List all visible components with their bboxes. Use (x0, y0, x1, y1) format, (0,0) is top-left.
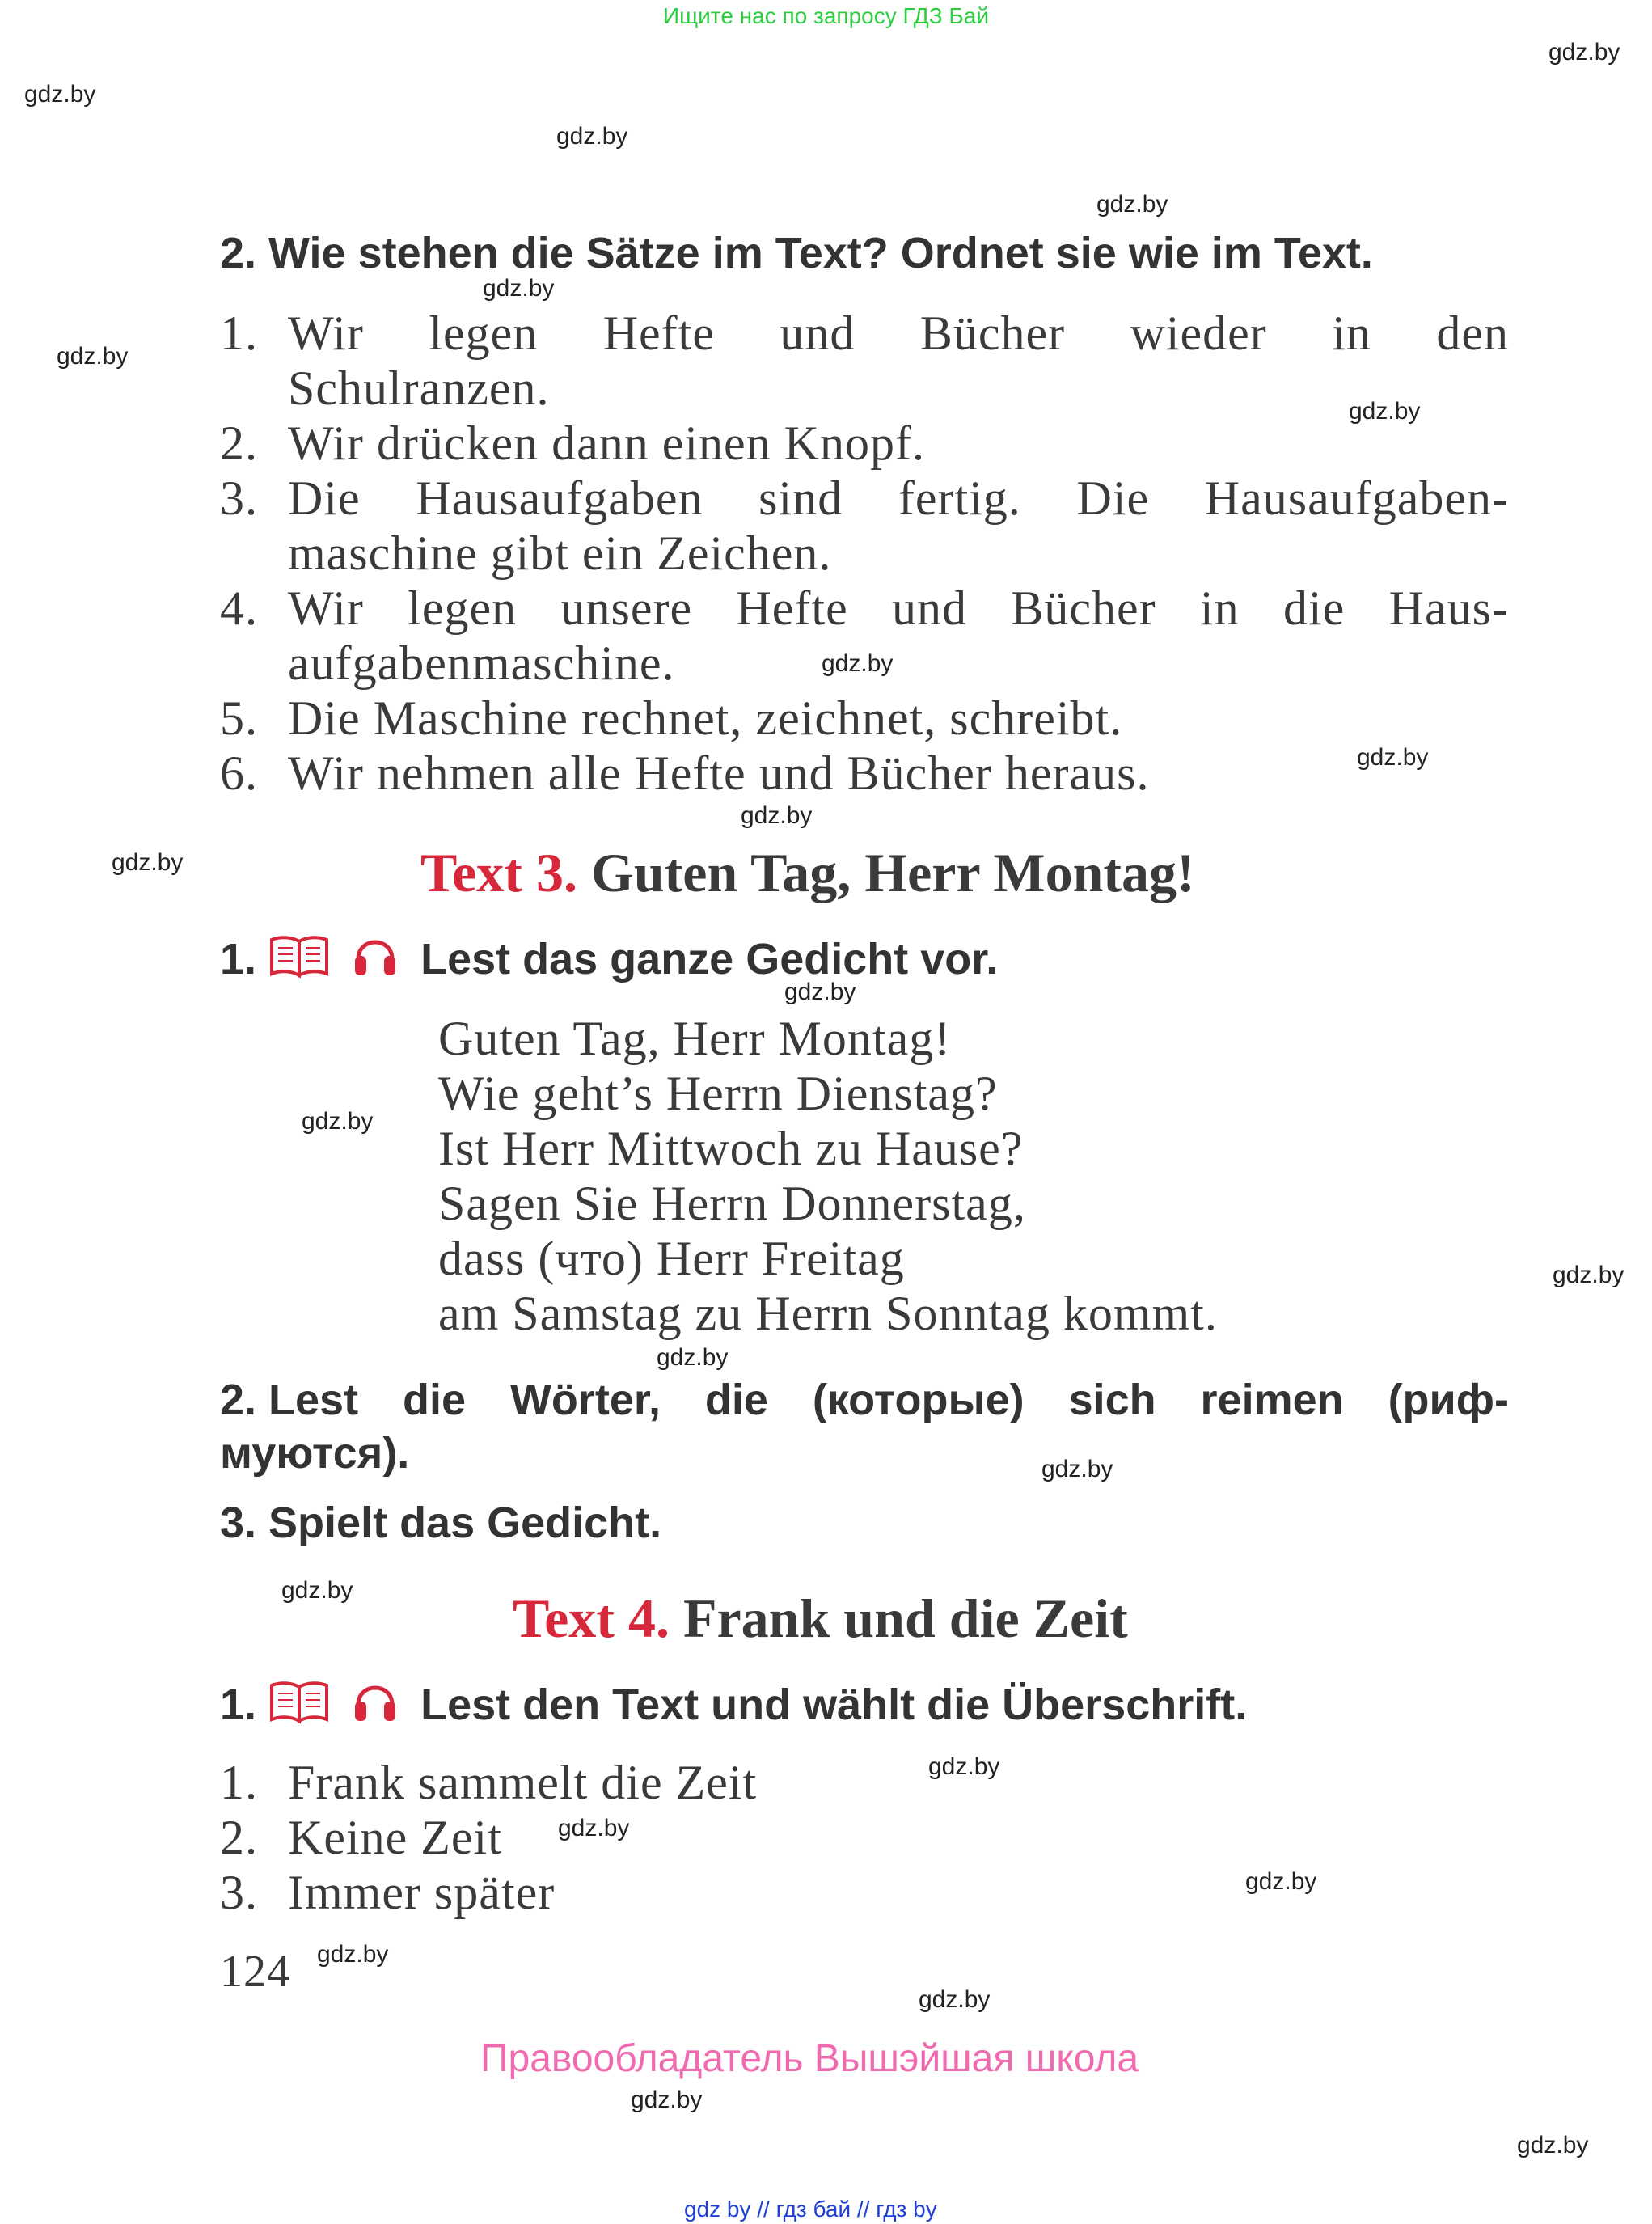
headline-number: 1. (220, 1756, 258, 1809)
watermark: gdz.by (1548, 39, 1620, 66)
sentence-number: 6. (220, 746, 258, 800)
poem-line: Ist Herr Mittwoch zu Hause? (438, 1122, 1024, 1175)
text3-heading (420, 841, 1195, 905)
word: legen (429, 307, 539, 360)
text3-task1 (220, 930, 998, 989)
watermark: gdz.by (317, 1941, 389, 1968)
task-text: Lest den Text und wählt die Überschrift. (420, 1681, 1248, 1729)
watermark: gdz.by (302, 1108, 374, 1135)
task2-title: 2. Wie stehen die Sätze im Text? Ordnet sie wie im Text. (220, 229, 1373, 277)
text4-heading (513, 1587, 1128, 1651)
watermark: gdz.by (919, 1986, 991, 2013)
task-text: Lest das ganze Gedicht vor. (420, 935, 999, 983)
poem-line: Guten Tag, Herr Montag! (438, 1012, 952, 1065)
sentence-text: Wir nehmen alle Hefte und Bücher heraus. (288, 746, 1150, 800)
word: und (892, 581, 968, 635)
watermark: gdz.by (631, 2087, 703, 2113)
headline-number: 2. (220, 1811, 258, 1864)
text3-title: Guten Tag, Herr Montag! (590, 842, 1195, 903)
word: die (704, 1376, 768, 1424)
watermark: gdz.by (24, 81, 96, 108)
word: wieder (1130, 307, 1267, 360)
watermark: gdz.by (112, 849, 184, 876)
poem-line: Sagen Sie Herrn Donnerstag, (438, 1177, 1026, 1230)
book-icon (268, 1679, 330, 1735)
headline-text: Immer später (288, 1866, 556, 1919)
sentence-3-line (288, 471, 1509, 526)
text3-task2 (220, 1375, 1509, 1425)
text4-title: Frank und die Zeit (682, 1588, 1128, 1649)
headline-2 (220, 1810, 502, 1866)
watermark: gdz.by (1553, 1262, 1625, 1288)
text4-task1 (220, 1676, 1247, 1735)
task-number: 1. (220, 1681, 257, 1729)
poem-line: Wie geht’s Herrn Dienstag? (438, 1067, 998, 1120)
poem-line: dass (что) Herr Freitag (438, 1232, 905, 1285)
headline-number: 3. (220, 1866, 258, 1919)
watermark: gdz.by (57, 343, 129, 370)
headphones-icon (352, 1676, 399, 1735)
headline-text: Keine Zeit (288, 1811, 502, 1864)
sentence-number: 2. (220, 416, 258, 470)
text4-label: Text 4. (513, 1588, 670, 1649)
word: Wir (288, 581, 364, 635)
watermark: gdz.by (1349, 398, 1421, 425)
word: (которые) (812, 1376, 1025, 1424)
sentence-6 (220, 746, 1150, 801)
watermark: gdz.by (657, 1344, 729, 1371)
word: unsere (560, 581, 693, 635)
word: Wörter, (509, 1376, 661, 1424)
word: die (403, 1376, 467, 1424)
watermark: gdz.by (1517, 2132, 1589, 2158)
sentence-2 (220, 416, 925, 471)
task-number: 1. (220, 935, 257, 983)
watermark: gdz.by (1096, 191, 1168, 218)
word: die (1283, 581, 1346, 635)
word: Hefte (736, 581, 848, 635)
book-icon (268, 933, 330, 989)
word: sich (1068, 1376, 1156, 1424)
watermark: gdz.by (784, 979, 856, 1005)
word: fertig. (898, 471, 1021, 525)
watermark: gdz.by (928, 1753, 1000, 1780)
watermark: gdz.by (556, 123, 628, 150)
copyright-footer: Правообладатель Вышэйшая школа (480, 2037, 1139, 2080)
word: Die (288, 471, 361, 525)
word: Bücher (1011, 581, 1156, 635)
word: sind (758, 471, 843, 525)
word: Hausaufgaben (416, 471, 703, 525)
sentence-4-cont: aufgabenmaschine. (288, 636, 675, 690)
word: und (780, 307, 856, 360)
watermark: gdz.by (822, 650, 894, 677)
headline-3 (220, 1865, 555, 1921)
sentence-1 (220, 306, 288, 362)
sentence-number: 5. (220, 691, 258, 745)
headline-1 (220, 1755, 757, 1811)
headphones-icon (352, 930, 399, 989)
word: (риф- (1388, 1376, 1509, 1424)
word: Bücher (919, 307, 1066, 360)
sentence-number: 4. (220, 581, 258, 635)
watermark: gdz.by (1245, 1868, 1317, 1895)
watermark: gdz.by (1041, 1456, 1113, 1482)
sentence-number: 1. (220, 307, 258, 360)
page-number: 124 (220, 1947, 290, 1997)
sentence-1-line (288, 306, 1509, 362)
word: 2. Lest (220, 1376, 359, 1424)
watermark: gdz.by (483, 275, 555, 302)
watermark: gdz.by (281, 1577, 353, 1604)
sentence-text: Wir drücken dann einen Knopf. (288, 416, 925, 470)
watermark: gdz.by (558, 1815, 630, 1841)
sentence-4 (220, 581, 288, 636)
headline-text: Frank sammelt die Zeit (288, 1756, 758, 1809)
word: Wir (288, 307, 364, 360)
sentence-number: 3. (220, 471, 258, 525)
watermark: gdz.by (741, 802, 813, 829)
text3-task2-cont: муются). (220, 1429, 410, 1478)
bottom-links[interactable]: gdz by // гдз бай // гдз by (684, 2197, 937, 2222)
sentence-5 (220, 691, 1122, 746)
word: in (1332, 307, 1371, 360)
text3-label: Text 3. (420, 842, 577, 903)
sentence-3 (220, 471, 288, 526)
word: reimen (1200, 1376, 1344, 1424)
top-banner[interactable]: Ищите нас по запросу ГДЗ Бай (663, 3, 990, 28)
sentence-text: Die Maschine rechnet, zeichnet, schreibt. (288, 691, 1123, 745)
sentence-4-line (288, 581, 1509, 636)
sentence-1-cont: Schulranzen. (288, 362, 550, 415)
word: legen (408, 581, 518, 635)
text3-task3: 3. Spielt das Gedicht. (220, 1499, 662, 1547)
word: den (1436, 307, 1509, 360)
watermark: gdz.by (1357, 744, 1429, 771)
word: Hefte (602, 307, 715, 360)
word: in (1200, 581, 1240, 635)
sentence-3-cont: maschine gibt ein Zeichen. (288, 526, 832, 580)
word: Die (1076, 471, 1150, 525)
word: Haus- (1388, 581, 1509, 635)
word: Hausaufgaben- (1204, 471, 1509, 525)
poem-line: am Samstag zu Herrn Sonntag kommt. (438, 1287, 1218, 1340)
